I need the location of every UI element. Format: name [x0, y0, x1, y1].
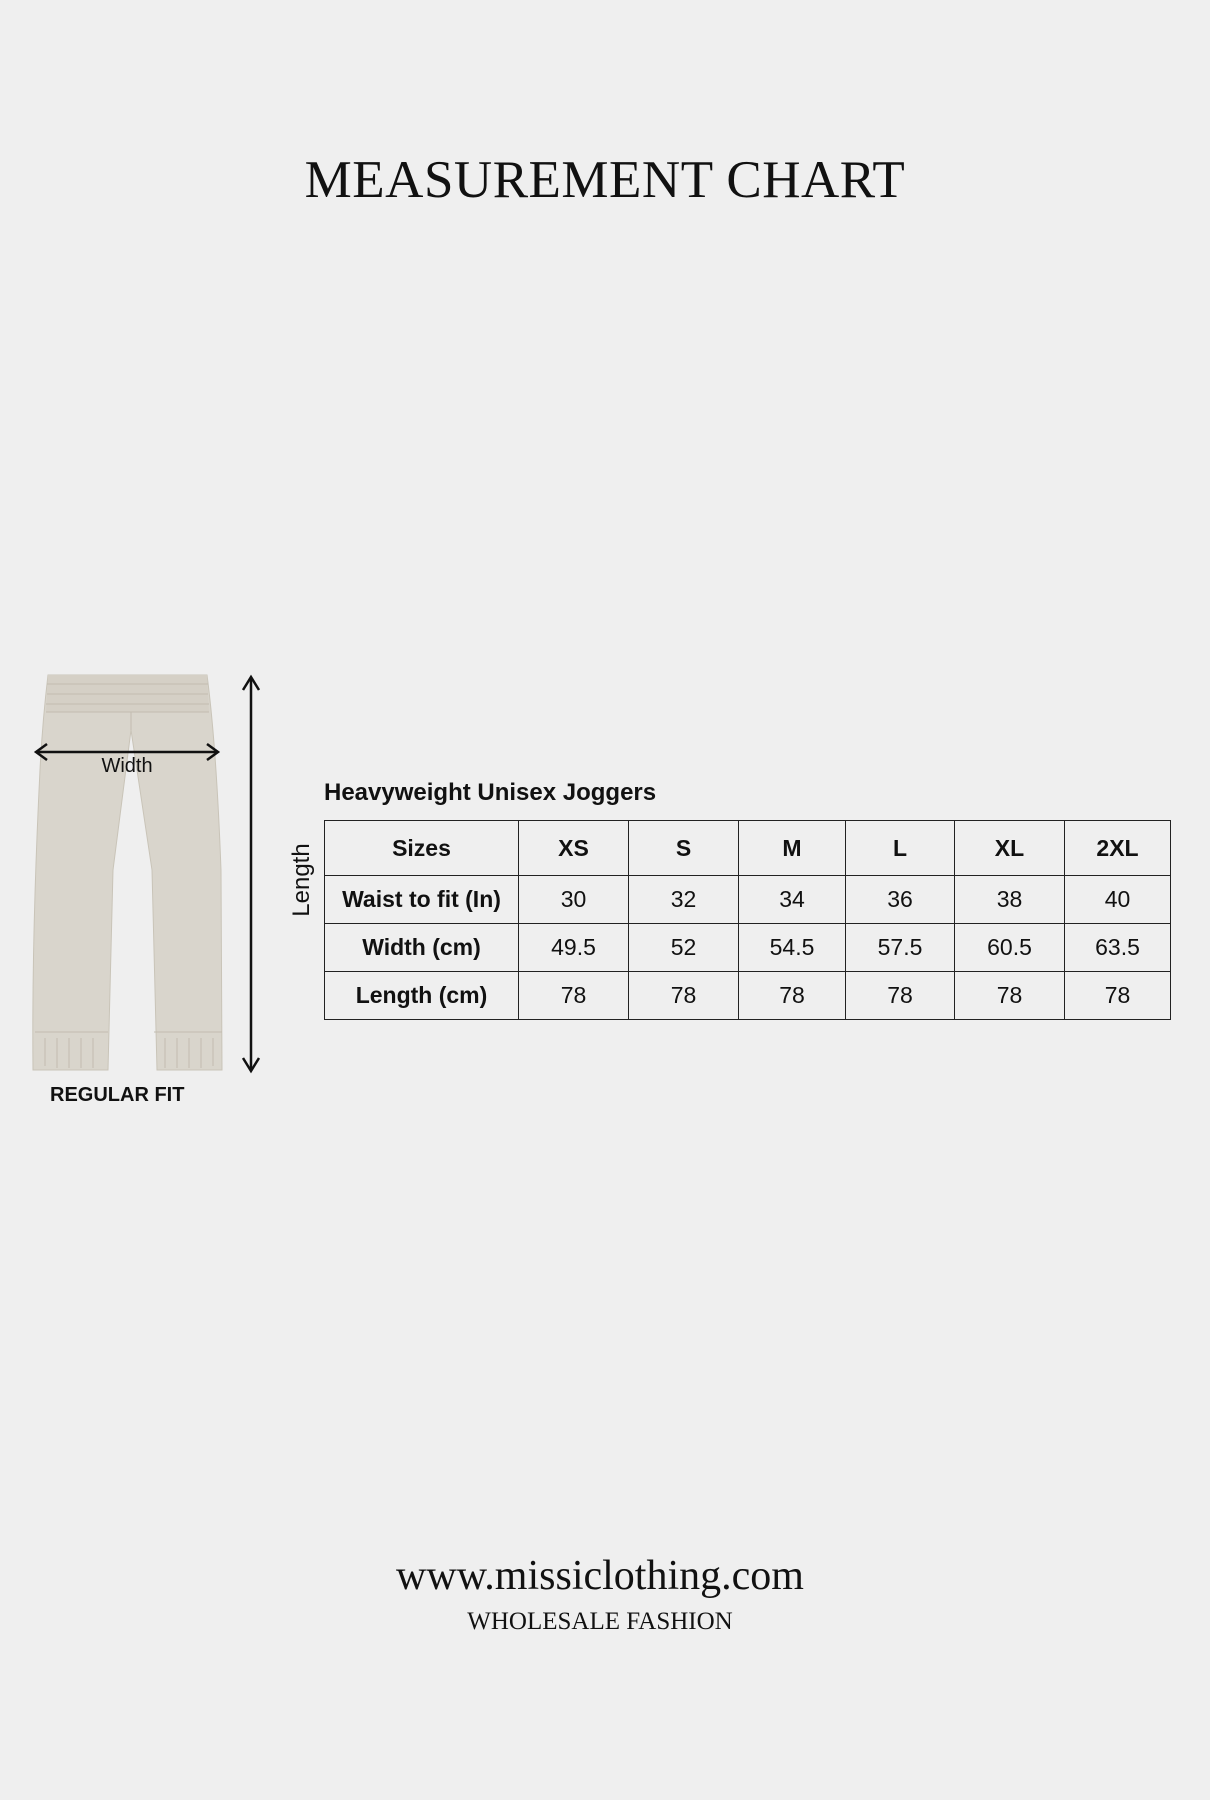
table-cell: 78: [955, 972, 1065, 1020]
table-cell: 40: [1065, 876, 1171, 924]
table-cell: 32: [629, 876, 739, 924]
table-cell: 57.5: [846, 924, 955, 972]
table-cell: 60.5: [955, 924, 1065, 972]
row-label: Waist to fit (In): [325, 876, 519, 924]
size-header: XL: [955, 821, 1065, 876]
size-header: XS: [519, 821, 629, 876]
table-cell: 30: [519, 876, 629, 924]
table-cell: 78: [846, 972, 955, 1020]
table-row: [325, 924, 1171, 972]
table-cell: 78: [1065, 972, 1171, 1020]
table-cell: 78: [629, 972, 739, 1020]
table-row: [325, 876, 1171, 924]
footer-tagline: WHOLESALE FASHION: [467, 1608, 733, 1635]
size-header: L: [846, 821, 955, 876]
size-header: M: [739, 821, 846, 876]
table-caption: Heavyweight Unisex Joggers: [324, 779, 657, 806]
table-header-row: [325, 821, 1171, 876]
width-label: Width: [101, 755, 153, 777]
size-header: 2XL: [1065, 821, 1171, 876]
row-label: Length (cm): [325, 972, 519, 1020]
table-cell: 52: [629, 924, 739, 972]
length-arrow: [243, 677, 259, 1071]
table-cell: 63.5: [1065, 924, 1171, 972]
joggers-illustration: [25, 670, 315, 1080]
row-label: Width (cm): [325, 924, 519, 972]
table-cell: 36: [846, 876, 955, 924]
size-table: [324, 820, 1171, 1020]
fit-label: REGULAR FIT: [50, 1084, 185, 1106]
table-cell: 54.5: [739, 924, 846, 972]
table-cell: 34: [739, 876, 846, 924]
joggers-garment: [33, 675, 222, 1070]
table-cell: 78: [519, 972, 629, 1020]
page-title: MEASUREMENT CHART: [304, 151, 906, 209]
table-cell: 78: [739, 972, 846, 1020]
size-header: S: [629, 821, 739, 876]
length-label: Length: [288, 843, 315, 917]
table-row: [325, 972, 1171, 1020]
header-sizes: Sizes: [325, 821, 519, 876]
table-cell: 49.5: [519, 924, 629, 972]
footer-url[interactable]: www.missiclothing.com: [396, 1553, 804, 1599]
table-cell: 38: [955, 876, 1065, 924]
joggers-body: [33, 675, 222, 1070]
